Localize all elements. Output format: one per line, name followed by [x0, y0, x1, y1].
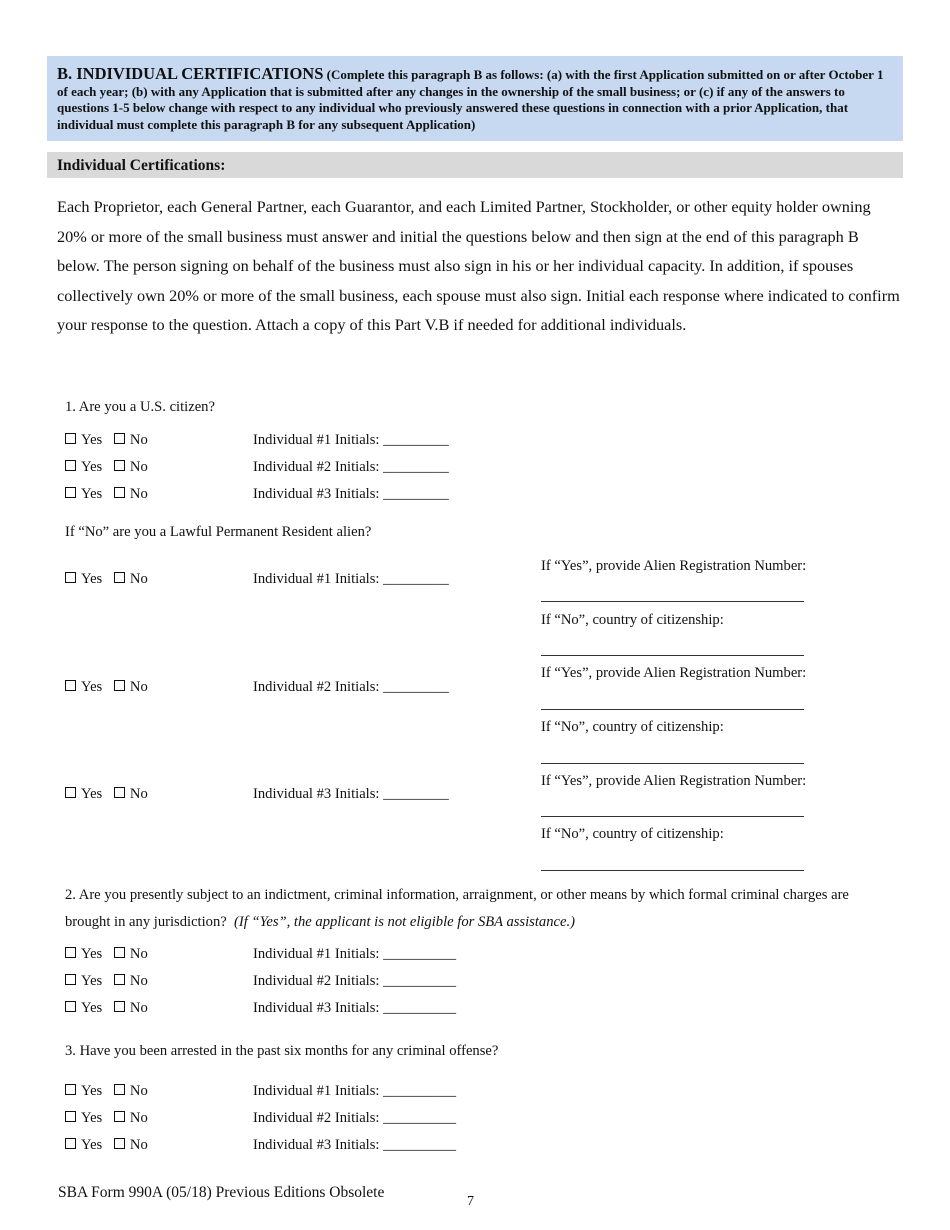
checkbox-icon — [114, 1001, 125, 1012]
no-checkbox[interactable]: No — [114, 1083, 148, 1099]
q1b-ind1-citizenship-field[interactable] — [541, 655, 804, 656]
checkbox-icon — [65, 1084, 76, 1095]
checkbox-icon — [65, 947, 76, 958]
q1-ind1-yes-no — [65, 432, 148, 449]
checkbox-icon — [65, 1111, 76, 1122]
section-instructions: (Complete this paragraph B as follows: (a) with the first Application submitted on or after October 1 of each year; (b) with any Application that is submitted after any changes in the ownership of the small business; or (c) if any of the answers to questions 1-5 below change with respect to any individual who previously answered these questions in connection with a prior Application, that individual must complete this paragraph B for any subsequent Application) — [57, 67, 884, 132]
checkbox-icon — [114, 787, 125, 798]
yes-checkbox[interactable]: Yes — [65, 432, 102, 448]
checkbox-icon — [114, 433, 125, 444]
no-checkbox[interactable]: No — [114, 1000, 148, 1016]
yes-checkbox[interactable]: Yes — [65, 1137, 102, 1153]
checkbox-icon — [114, 460, 125, 471]
checkbox-icon — [65, 572, 76, 583]
yes-checkbox[interactable]: Yes — [65, 486, 102, 502]
q1b-ind3-alien-number-field[interactable] — [541, 816, 804, 817]
q1b-ind2-citizenship-label: If “No”, country of citizenship: — [541, 719, 724, 735]
q1b-ind2-alien-number-label: If “Yes”, provide Alien Registration Number: — [541, 665, 807, 681]
q2-ind1-initials[interactable]: Individual #1 Initials: __________ — [253, 946, 457, 962]
checkbox-icon — [114, 1138, 125, 1149]
question-2-note: (If “Yes”, the applicant is not eligible for SBA assistance.) — [234, 913, 575, 930]
question-1-text: 1. Are you a U.S. citizen? — [65, 399, 215, 415]
checkbox-icon — [65, 1001, 76, 1012]
q1b-ind3-yes-no — [65, 786, 148, 803]
q2-ind2-yes-no — [65, 973, 148, 990]
q1b-ind3-citizenship-label: If “No”, country of citizenship: — [541, 826, 724, 842]
q1b-ind3-initials[interactable]: Individual #3 Initials: _________ — [253, 786, 449, 802]
checkbox-icon — [65, 787, 76, 798]
q1b-ind1-alien-number-field[interactable] — [541, 601, 804, 602]
q3-ind3-initials[interactable]: Individual #3 Initials: __________ — [253, 1137, 457, 1153]
no-checkbox[interactable]: No — [114, 973, 148, 989]
no-checkbox[interactable]: No — [114, 571, 148, 587]
q1b-ind1-citizenship-label: If “No”, country of citizenship: — [541, 612, 724, 628]
q1b-ind1-alien-number-label: If “Yes”, provide Alien Registration Number: — [541, 558, 807, 574]
checkbox-icon — [65, 680, 76, 691]
q1-ind3-yes-no — [65, 486, 148, 503]
q1b-ind2-yes-no — [65, 679, 148, 696]
q2-ind2-initials[interactable]: Individual #2 Initials: __________ — [253, 973, 457, 989]
yes-checkbox[interactable]: Yes — [65, 679, 102, 695]
checkbox-icon — [114, 680, 125, 691]
checkbox-icon — [114, 1111, 125, 1122]
yes-checkbox[interactable]: Yes — [65, 786, 102, 802]
q1b-ind2-alien-number-field[interactable] — [541, 709, 804, 710]
checkbox-icon — [65, 1138, 76, 1149]
q3-ind1-initials[interactable]: Individual #1 Initials: __________ — [253, 1083, 457, 1099]
individual-certifications-subheading: Individual Certifications: — [47, 152, 903, 178]
q1b-ind2-citizenship-field[interactable] — [541, 763, 804, 764]
q3-ind2-initials[interactable]: Individual #2 Initials: __________ — [253, 1110, 457, 1126]
q1b-ind1-initials[interactable]: Individual #1 Initials: _________ — [253, 571, 449, 587]
q2-ind1-yes-no — [65, 946, 148, 963]
no-checkbox[interactable]: No — [114, 786, 148, 802]
section-b-header — [47, 56, 903, 141]
checkbox-icon — [65, 433, 76, 444]
no-checkbox[interactable]: No — [114, 432, 148, 448]
q2-ind3-yes-no — [65, 1000, 148, 1017]
q1-ind2-initials[interactable]: Individual #2 Initials: _________ — [253, 459, 449, 475]
question-1b-text: If “No” are you a Lawful Permanent Resident alien? — [65, 524, 372, 540]
no-checkbox[interactable]: No — [114, 486, 148, 502]
q1-ind1-initials[interactable]: Individual #1 Initials: _________ — [253, 432, 449, 448]
no-checkbox[interactable]: No — [114, 946, 148, 962]
checkbox-icon — [65, 487, 76, 498]
q3-ind2-yes-no — [65, 1110, 148, 1127]
section-title: B. INDIVIDUAL CERTIFICATIONS — [57, 64, 324, 83]
q3-ind3-yes-no — [65, 1137, 148, 1154]
yes-checkbox[interactable]: Yes — [65, 1110, 102, 1126]
form-footer: SBA Form 990A (05/18) Previous Editions Obsolete — [58, 1184, 385, 1201]
no-checkbox[interactable]: No — [114, 1110, 148, 1126]
q1-ind2-yes-no — [65, 459, 148, 476]
yes-checkbox[interactable]: Yes — [65, 946, 102, 962]
checkbox-icon — [114, 974, 125, 985]
checkbox-icon — [114, 1084, 125, 1095]
checkbox-icon — [114, 947, 125, 958]
yes-checkbox[interactable]: Yes — [65, 1083, 102, 1099]
yes-checkbox[interactable]: Yes — [65, 459, 102, 475]
checkbox-icon — [65, 974, 76, 985]
yes-checkbox[interactable]: Yes — [65, 1000, 102, 1016]
no-checkbox[interactable]: No — [114, 679, 148, 695]
q1b-ind2-initials[interactable]: Individual #2 Initials: _________ — [253, 679, 449, 695]
q1b-ind1-yes-no — [65, 571, 148, 588]
question-3-text: 3. Have you been arrested in the past six months for any criminal offense? — [65, 1043, 499, 1059]
q2-ind3-initials[interactable]: Individual #3 Initials: __________ — [253, 1000, 457, 1016]
q1b-ind3-citizenship-field[interactable] — [541, 870, 804, 871]
q1b-ind3-alien-number-label: If “Yes”, provide Alien Registration Number: — [541, 773, 807, 789]
question-2-text: 2. Are you presently subject to an indictment, criminal information, arraignment, or other means by which formal criminal charges are brought in any jurisdiction? (If “Yes”, the applicant is not eligible for SBA assistance.) — [65, 887, 849, 930]
q1-ind3-initials[interactable]: Individual #3 Initials: _________ — [253, 486, 449, 502]
checkbox-icon — [65, 460, 76, 471]
no-checkbox[interactable]: No — [114, 1137, 148, 1153]
yes-checkbox[interactable]: Yes — [65, 571, 102, 587]
checkbox-icon — [114, 572, 125, 583]
checkbox-icon — [114, 487, 125, 498]
yes-checkbox[interactable]: Yes — [65, 973, 102, 989]
intro-paragraph: Each Proprietor, each General Partner, each Guarantor, and each Limited Partner, Stockholder, or other equity holder owning 20% or more of the small business must answer and initial the questions below and then sign at the end of this paragraph B below. The person signing on behalf of the business must also sign in his or her individual capacity. In addition, if spouses collectively own 20% or more of the small business, each spouse must also sign. Initial each response where indicated to confirm your response to the question. Attach a copy of this Part V.B if needed for additional individuals. — [57, 197, 900, 334]
q3-ind1-yes-no — [65, 1083, 148, 1100]
no-checkbox[interactable]: No — [114, 459, 148, 475]
page-number: 7 — [467, 1194, 474, 1209]
